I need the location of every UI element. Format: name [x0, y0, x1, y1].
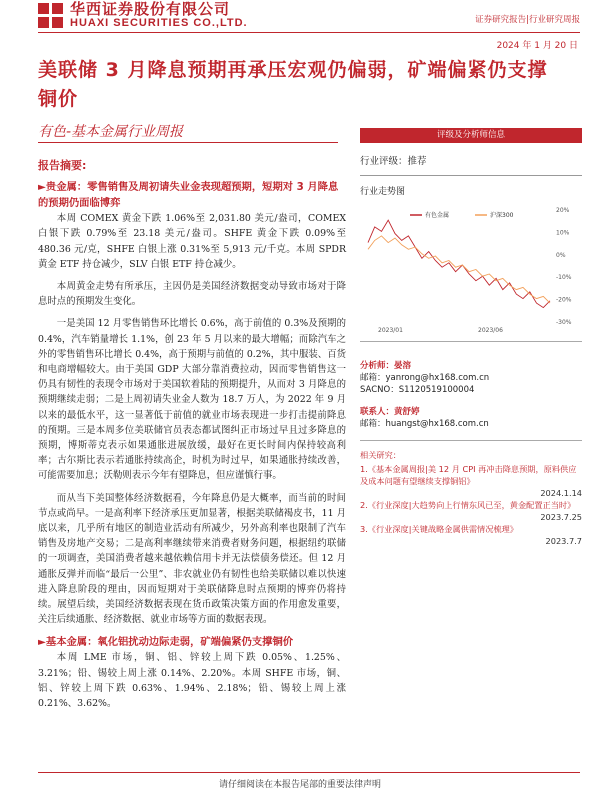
- legend-label: 沪深300: [490, 212, 514, 219]
- y-tick-label: 20%: [556, 207, 570, 214]
- report-title: 美联储 3 月降息预期再承压宏观仍偏弱，矿端偏紧仍支撑铜价: [38, 59, 548, 110]
- research-date: 2023.7.25: [540, 512, 582, 522]
- analyst-name: 分析师：晏溶: [360, 361, 412, 371]
- y-tick-label: -20%: [556, 296, 572, 304]
- company-logo: [38, 2, 248, 29]
- research-item[interactable]: 3.《行业深度|关键战略金属供需情况梳理》: [360, 524, 518, 534]
- research-date: 2024.1.14: [540, 488, 582, 498]
- company-name-cn: 华西证券股份有限公司: [70, 0, 231, 18]
- subtitle-divider: [38, 142, 338, 143]
- related-research: [360, 440, 582, 547]
- y-tick-label: 0%: [556, 251, 566, 259]
- analyst-email[interactable]: 邮箱：yanrong@hx168.com.cn: [360, 373, 490, 383]
- series-line-1: [368, 236, 550, 303]
- report-summary: [38, 158, 346, 718]
- contact-name: 联系人：黄舒婷: [360, 407, 420, 417]
- paragraph: 一是美国 12 月零售销售环比增长 0.6%，高于前值的 0.3%及预期的 0.4%，汽车销量增长 1.1%，创 23 年 5 月以来的最大增幅；而除汽车之外的零售销售环比增长 0.4%，高于预期与前值的 0.2%，其中服装、百货和电商增幅较大。由于美国 GDP 大部分靠消费拉动，因而零售销售这一仍具有韧性的表现令市场对于美国软着陆的预期提升，从而对 3 月降息的预期继续走弱；二是上周初请失业金人数为 18.7 万人，为 2022 年 9 月以来的最低水平，这一显著低于前值的就业市场表现进一步打击提前降息的预期。三是本周多位美联储官员表态都试图纠正市场过早且过多降息的预期，博斯蒂克表示如果通胀进展放缓，最好在更长时间内保持较高利率；古尔斯比表示若通胀持续高企，时机为时过早，如果通胀持续改善，可能需要加息；沃勒则表示今年有望降息，但应谨慎行事。: [38, 318, 346, 482]
- rating-bar: 评级及分析师信息: [360, 128, 582, 143]
- footer-divider: [38, 772, 580, 773]
- company-name-en: HUAXI SECURITIES CO.,LTD.: [70, 17, 248, 29]
- industry-rating: 行业评级：推荐: [360, 143, 582, 176]
- series-line-0: [368, 220, 550, 307]
- y-tick-label: -10%: [556, 274, 572, 282]
- y-tick-label: -30%: [556, 319, 572, 326]
- x-tick-label: 2023/01: [378, 327, 403, 334]
- paragraph: 本周 LME 市场，铜、铝、锌较上周下跌 0.05%、1.25%、3.21%；铅、锡较上周上涨 0.14%、2.20%。本周 SHFE 市场，铜、铝、锌较上周下跌 0.63%、1.94%、2.18%；铅、锡较上周上涨 0.21%、3.62%。: [38, 652, 346, 710]
- analyst-sac: SACNO：S1120519100004: [360, 385, 475, 395]
- sidebar: [360, 128, 582, 547]
- report-type: 证券研究报告|行业研究周报: [475, 15, 580, 25]
- summary-heading: 报告摘要:: [38, 159, 87, 172]
- paragraph: 本周 COMEX 黄金下跌 1.06%至 2,031.80 美元/盎司，COMEX 白银下跌 0.79%至 23.18 美元/盎司。SHFE 黄金下跌 0.09%至 480.36 元/克，SHFE 白银上涨 0.31%至 5,913 元/千克。本周 SPDR 黄金 ETF 持仓减少，SLV 白银 ETF 持仓减少。: [38, 213, 346, 270]
- logo-mark-icon: [38, 3, 64, 29]
- analyst-info: [360, 360, 582, 430]
- trend-chart-title: 行业走势图: [360, 187, 406, 197]
- footer-disclaimer: 请仔细阅读在本报告尾部的重要法律声明: [218, 780, 381, 790]
- section-heading-base-metals: ►基本金属：氧化铝扰动边际走弱，矿端偏紧仍支撑铜价: [38, 636, 294, 649]
- trend-chart: [360, 201, 582, 342]
- header-divider: [38, 32, 580, 33]
- report-date: 2024 年 1 月 20 日: [496, 41, 578, 51]
- related-research-heading: 相关研究：: [360, 450, 401, 460]
- research-item[interactable]: 1.《基本金属周报|美 12 月 CPI 再冲击降息预期，原料供应及成本问题有望继续支撑铜铝》: [360, 464, 577, 486]
- contact-email[interactable]: 邮箱：huangst@hx168.com.cn: [360, 419, 489, 429]
- research-date: 2023.7.7: [545, 536, 582, 546]
- research-item[interactable]: 2.《行业深度|大趋势向上行情东风已至，黄金配置正当时》: [360, 500, 576, 510]
- x-tick-label: 2023/06: [478, 327, 503, 334]
- paragraph: 本周黄金走势有所承压，主因仍是美国经济数据变动导致市场对于降息时点的预期发生变化。: [38, 281, 346, 308]
- section-heading-precious: ►贵金属：零售销售及周初请失业金表现超预期，短期对 3 月降息的预期仍面临博弈: [38, 181, 339, 210]
- y-tick-label: 10%: [556, 229, 570, 237]
- report-subtitle: 有色-基本金属行业周报: [38, 124, 184, 140]
- legend-label: 有色金属: [425, 212, 450, 219]
- paragraph: 而从当下美国整体经济数据看，今年降息仍是大概率，而当前的时间节点或尚早。一是高利率下经济承压更加显著，根据美联储褐皮书，11 月底以来，几乎所有地区的制造业活动有所减少，另外高利率也限制了汽车销售及房地产交易；二是高利率继续带来消费者财务问题，根据纽约联储的一项调查，美国消费者越来越依赖信用卡并无法偿债务偿还。但 12 月通胀反弹并而临“最后一公里”、非农就业仍有韧性也给美联储以难以快速进入降息阶段的理由，因而短期对于美联储降息时点预期的博弈仍将持续。展望后续，美国经济数据表现在货币政策决策方面的作用愈发重要，关注后续通胀、经济数据、就业市场等方面的数据表现。: [38, 492, 346, 626]
